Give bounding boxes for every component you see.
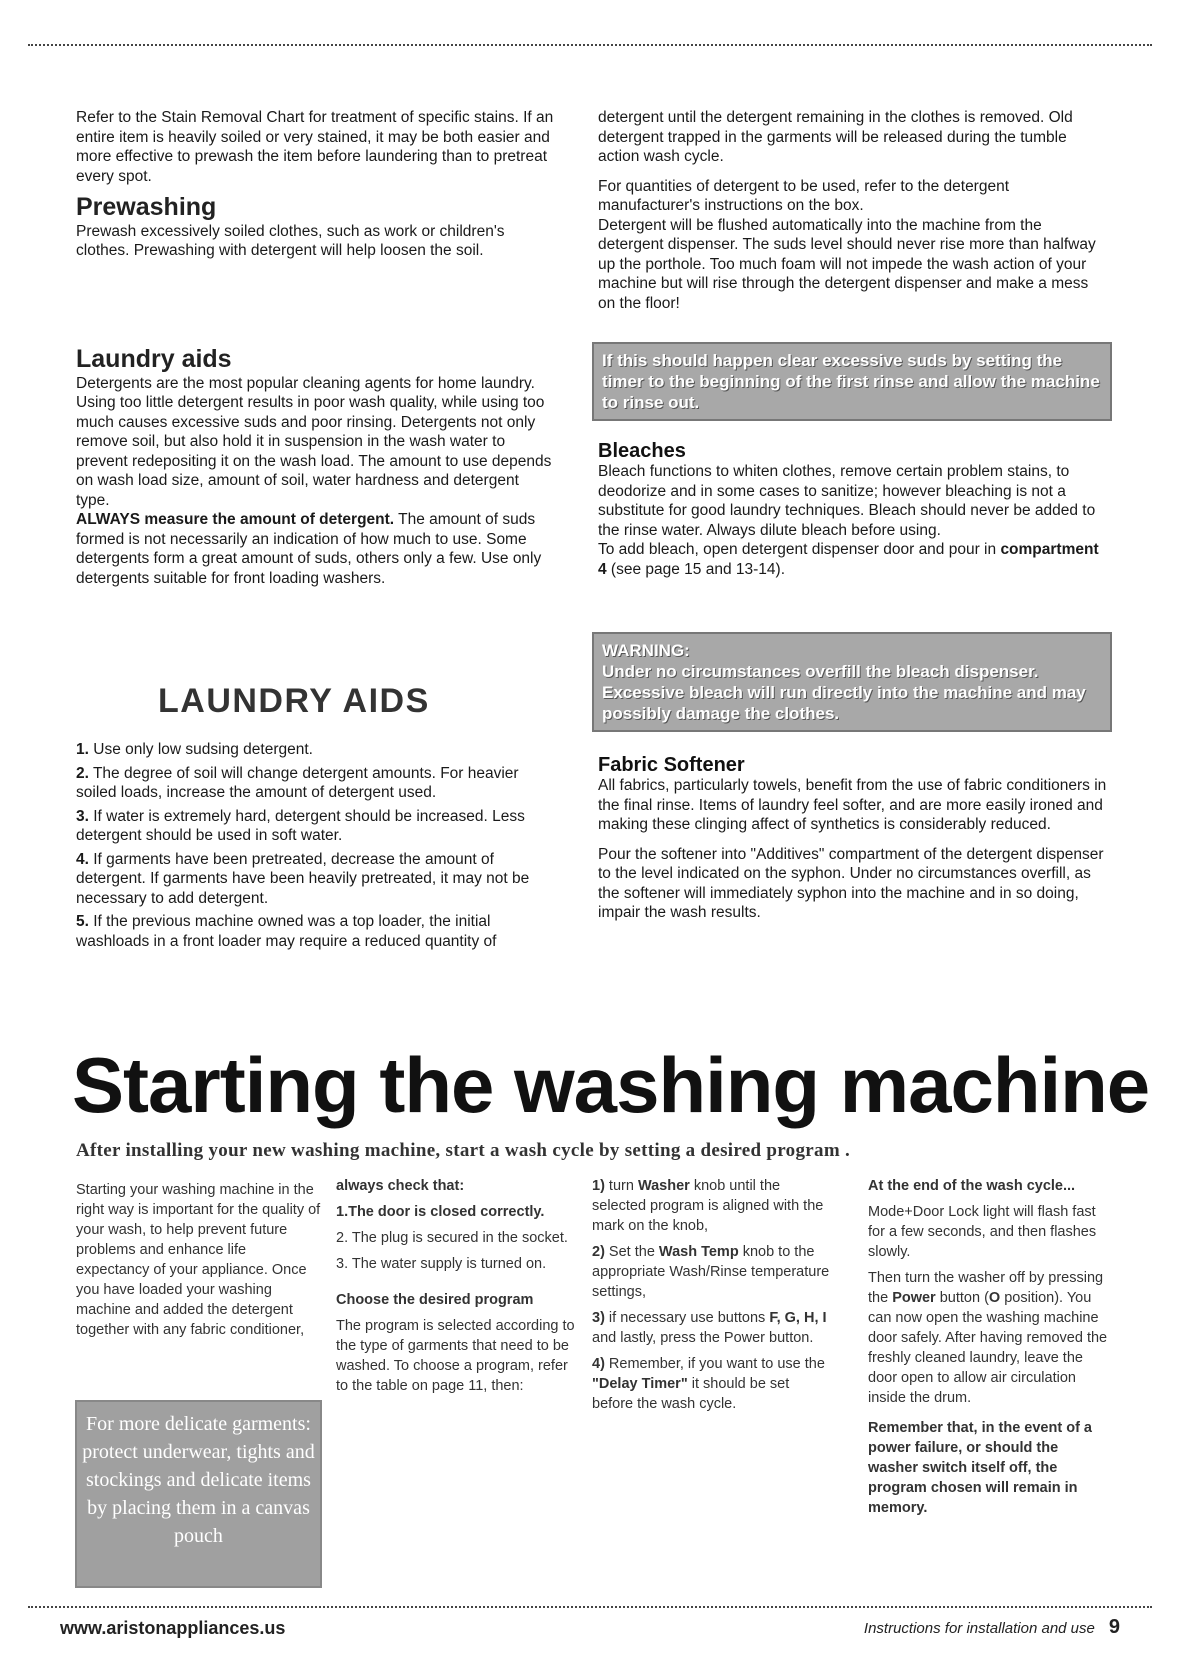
check-num: 3.	[336, 1256, 349, 1272]
list-text: Use only low sudsing detergent.	[88, 741, 313, 758]
check-item	[336, 1228, 576, 1248]
step-num: 4)	[592, 1356, 605, 1372]
laundry-aids-p2: Using too little detergent results in poor wash quality, while using too much causes excessive suds and poor rinsing. Detergents not only remove soil, but also hold it in suspension in the wash water to prevent redepositing it on the wash load. The amount to use depends on wash load size, amount of soil, water hardness and detergent type.	[76, 394, 552, 509]
step-bold: F, G, H, I	[769, 1310, 827, 1326]
step-item	[592, 1176, 832, 1236]
step-bold: Washer	[637, 1178, 690, 1194]
end-cycle-p2-bold2: O	[988, 1290, 1001, 1306]
check-text: The plug is secured in the socket.	[351, 1230, 568, 1246]
end-cycle-p2-post: position). You can now open the washing machine door safely. After having removed the freshly cleaned laundry, leave the door open to allow air circulation inside the drum.	[868, 1290, 1108, 1406]
list-item	[76, 764, 554, 803]
list-item	[76, 912, 554, 951]
choose-text: The program is selected according to the type of garments that need to be washed. To choose a program, refer to the table on page 11, then:	[336, 1318, 575, 1394]
laundry-aids-big-heading: LAUNDRY AIDS	[158, 682, 430, 720]
check-num: 1.	[336, 1204, 349, 1220]
step-num: 2)	[592, 1244, 605, 1260]
step-item	[592, 1242, 832, 1302]
step-num: 1)	[592, 1178, 605, 1194]
list-text: If water is extremely hard, detergent should be increased. Less detergent should be used in soft water.	[76, 807, 525, 844]
check-text: The water supply is turned on.	[351, 1256, 547, 1272]
prewash-text: Prewash excessively soiled clothes, such as work or children's clothes. Prewashing with detergent will help loosen the soil.	[76, 222, 505, 259]
left-top-column	[76, 108, 554, 271]
check-text: The door is closed correctly.	[348, 1204, 545, 1220]
right-p1: detergent until the detergent remaining in the clothes is removed. Old detergent trapped in the garments will be released during the tumble action wash cycle.	[598, 109, 1073, 165]
step-pre: if necessary use buttons	[604, 1310, 770, 1326]
list-num: 3.	[76, 807, 89, 825]
choose-heading: Choose the desired program	[336, 1292, 534, 1308]
list-num: 4.	[76, 850, 89, 868]
list-text: The degree of soil will change detergent amounts. For heavier soiled loads, increase the amount of detergent used.	[76, 764, 519, 801]
laundry-aids-p3-rest: The amount of suds formed is not necessarily an indication of how much to use. Some detergents form a great amount of suds, others only a few. Use only detergents suitable for front loading washers.	[76, 511, 542, 587]
bleaches-p2-start: To add bleach, open detergent dispenser door and pour in	[598, 541, 1001, 558]
stain-text: Refer to the Stain Removal Chart for treatment of specific stains. If an entire item is heavily soiled or very stained, it may be both easier and more effective to prewash the item before laundering than to pretreat every spot.	[76, 109, 554, 185]
end-cycle-heading: At the end of the wash cycle...	[868, 1178, 1076, 1194]
step-pre: turn	[604, 1178, 638, 1194]
list-num: 1.	[76, 741, 89, 758]
step-pre: Remember, if you want to use the	[604, 1356, 825, 1372]
page-number: 9	[1108, 1616, 1120, 1638]
starting-col2	[336, 1176, 576, 1402]
list-num: 2.	[76, 764, 89, 782]
end-cycle-p2-pre: Then turn the washer off by pressing the	[868, 1270, 1104, 1306]
bleaches-p1: Bleach functions to whiten clothes, remove certain problem stains, to deodorize and in some cases to sanitize; however bleaching is not a substitute for good laundry techniques. Bleach should never be added to the rinse water. Always dilute bleach before using.	[598, 463, 1096, 539]
step-post: knob to the appropriate Wash/Rinse temperature settings,	[592, 1244, 830, 1300]
footer-doc	[864, 1616, 1120, 1639]
page-title: Starting the washing machine	[72, 1041, 1150, 1129]
end-cycle-p2	[868, 1268, 1108, 1408]
bleach-warning-box	[592, 632, 1112, 732]
fabric-softener-p2: Pour the softener into "Additives" compartment of the detergent dispenser to the level indicated on the syphon. Under no circumstances overfill, as the softener will immediately syphon into the machine and in so doing, impair the wash results.	[598, 845, 1104, 921]
step-item	[592, 1308, 832, 1348]
check-num: 2.	[336, 1230, 349, 1246]
starting-col1	[76, 1180, 321, 1346]
fabric-softener-p1: All fabrics, particularly towels, benefit from the use of fabric conditioners in the final rinse. Items of laundry feel softer, and are more easily ironed and making these clinging affect of synthetics is considerably reduced.	[598, 777, 1107, 833]
page-subtitle: After installing your new washing machine, start a wash cycle by setting a desired program .	[76, 1140, 851, 1161]
laundry-aids-p1: Detergents are the most popular cleaning agents for home laundry.	[76, 374, 535, 392]
delicate-tip-box: For more delicate garments: protect underwear, tights and stockings and delicate items by placing them in a canvas pouch	[75, 1400, 322, 1588]
warning-text: Under no circumstances overfill the bleach dispenser. Excessive bleach will run directly into the machine and may possibly damage the clothes.	[602, 662, 1086, 723]
end-cycle-p1: Mode+Door Lock light will flash fast for a few seconds, and then flashes slowly.	[868, 1204, 1097, 1260]
list-item	[76, 850, 554, 909]
step-bold: Wash Temp	[658, 1244, 739, 1260]
footer-url: www.aristonappliances.us	[60, 1618, 286, 1638]
right-p2: For quantities of detergent to be used, refer to the detergent manufacturer's instructions on the box.	[598, 177, 1010, 214]
laundry-aids-section	[76, 346, 554, 588]
step-num: 3)	[592, 1310, 605, 1326]
list-item	[76, 807, 554, 846]
end-cycle-p2-mid: button (	[935, 1290, 989, 1306]
step-pre: Set the	[604, 1244, 659, 1260]
fabric-softener-section	[598, 754, 1108, 923]
list-item	[76, 740, 554, 760]
laundry-aids-p3	[76, 510, 554, 588]
step-item	[592, 1354, 832, 1414]
check-item	[336, 1202, 576, 1222]
starting-col3	[592, 1176, 832, 1420]
end-cycle-p2-bold: Power	[892, 1290, 936, 1306]
step-post: and lastly, press the Power button.	[592, 1330, 814, 1346]
bleaches-p2-bold: compartment 4	[598, 541, 1099, 578]
bottom-rule	[28, 1606, 1152, 1608]
footer-doc-text: Instructions for installation and use	[863, 1620, 1095, 1637]
suds-warning-box: If this should happen clear excessive suds by setting the timer to the beginning of the first rinse and allow the machine to rinse out.	[592, 342, 1112, 421]
bleaches-heading: Bleaches	[598, 440, 686, 462]
list-num: 5.	[76, 913, 89, 930]
list-text: If the previous machine owned was a top loader, the initial washloads in a front loader may require a reduced quantity of	[76, 913, 497, 950]
laundry-aids-p3-bold: ALWAYS measure the amount of detergent.	[76, 511, 395, 528]
step-bold: "Delay Timer"	[592, 1376, 688, 1392]
bleaches-p2-end: (see page 15 and 13-14).	[606, 560, 786, 578]
right-p3: Detergent will be flushed automatically into the machine from the detergent dispenser. The suds level should never rise more than halfway up the porthole. Too much foam will not impede the wash action of your machine but will rise through the detergent dispenser and make a mess on the floor!	[598, 216, 1096, 312]
right-top-column	[598, 108, 1108, 313]
bleaches-p2	[598, 540, 1108, 579]
check-heading: always check that:	[336, 1178, 465, 1194]
warning-title: WARNING:	[602, 641, 690, 660]
laundry-aids-heading: Laundry aids	[76, 345, 232, 373]
step-post: it should be set before the wash cycle.	[592, 1376, 790, 1412]
bleaches-section	[598, 440, 1108, 579]
starting-col1-text: Starting your washing machine in the right way is important for the quality of your wash, to help prevent future problems and enhance life expectancy of your appliance. Once you have loaded your washing machine and added the detergent together with any fabric conditioner,	[76, 1182, 321, 1338]
top-rule	[28, 44, 1152, 46]
end-cycle-p3: Remember that, in the event of a power failure, or should the washer switch itself off, the program chosen will remain in memory.	[868, 1420, 1092, 1516]
starting-col4	[868, 1176, 1108, 1524]
fabric-softener-heading: Fabric Softener	[598, 754, 745, 776]
prewash-heading: Prewashing	[76, 193, 217, 221]
step-post: knob until the selected program is aligned with the mark on the knob,	[592, 1178, 824, 1234]
check-item	[336, 1254, 576, 1274]
laundry-aids-list	[76, 740, 554, 951]
list-text: If garments have been pretreated, decrease the amount of detergent. If garments have been heavily pretreated, it may not be necessary to add detergent.	[76, 850, 530, 907]
